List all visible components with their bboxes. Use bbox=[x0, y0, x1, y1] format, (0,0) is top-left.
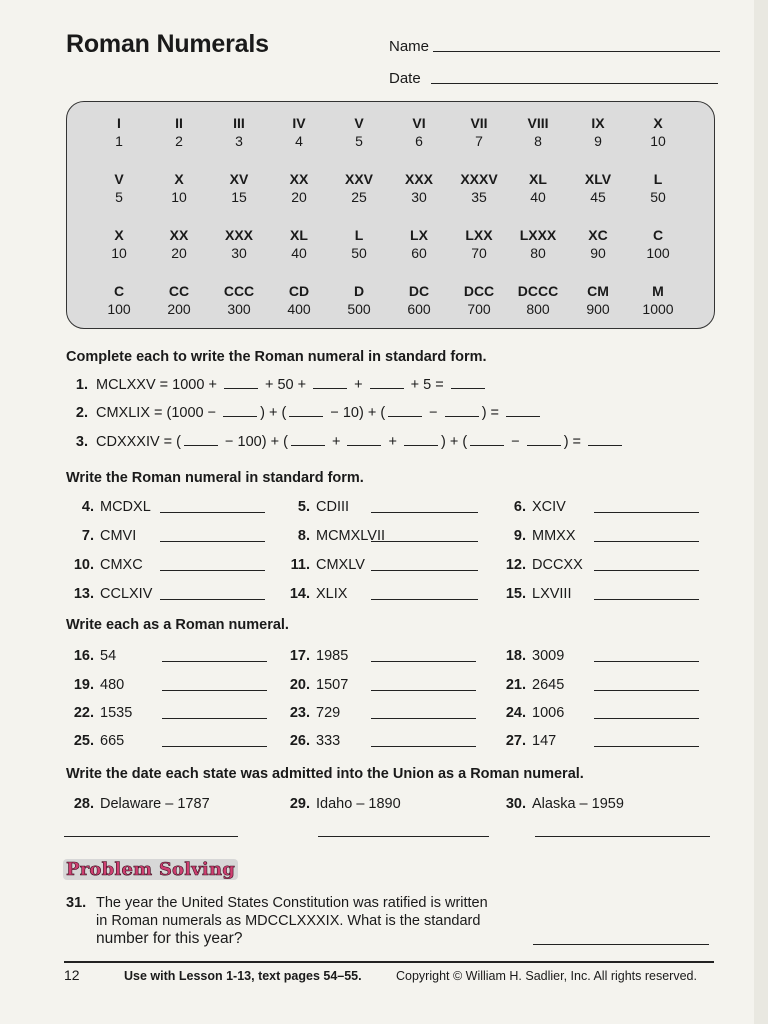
exercise-prompt: CMVI bbox=[100, 528, 137, 544]
exercise-prompt: 54 bbox=[100, 648, 117, 664]
reference-arabic: 9 bbox=[594, 133, 602, 149]
reference-roman: IV bbox=[292, 115, 306, 131]
equation-text: ) + ( bbox=[260, 405, 287, 421]
answer-line[interactable] bbox=[162, 746, 267, 747]
exercise-item bbox=[498, 733, 699, 749]
exercise-prompt: XLIX bbox=[316, 586, 348, 602]
exercise-item bbox=[498, 705, 699, 721]
reference-roman: XXX bbox=[224, 227, 253, 243]
item-number: 6. bbox=[513, 499, 526, 515]
item-number: 22. bbox=[73, 705, 94, 721]
reference-roman: II bbox=[175, 115, 183, 131]
answer-line[interactable] bbox=[371, 541, 478, 542]
answer-line[interactable] bbox=[594, 541, 699, 542]
equation-text: + 50 + bbox=[260, 377, 311, 393]
answer-line[interactable] bbox=[371, 599, 478, 600]
reference-roman: XX bbox=[169, 227, 189, 243]
answer-line[interactable] bbox=[64, 836, 238, 837]
exercise-item bbox=[282, 499, 478, 515]
reference-arabic: 45 bbox=[590, 189, 606, 205]
reference-arabic: 100 bbox=[646, 245, 670, 261]
exercise-prompt: 665 bbox=[100, 733, 125, 749]
reference-arabic: 35 bbox=[471, 189, 487, 205]
exercise-prompt: MMXX bbox=[532, 528, 576, 544]
item-number: 9. bbox=[513, 528, 526, 544]
name-label: Name bbox=[389, 38, 430, 55]
answer-line[interactable] bbox=[535, 836, 710, 837]
copyright: Copyright © William H. Sadlier, Inc. All rights reserved. bbox=[396, 969, 697, 983]
reference-arabic: 200 bbox=[167, 301, 191, 317]
exercise-item bbox=[66, 733, 267, 749]
equation-text: CDXXXIV = ( bbox=[96, 434, 182, 450]
reference-arabic: 20 bbox=[291, 189, 307, 205]
reference-arabic: 1 bbox=[115, 133, 123, 149]
exercise-item bbox=[282, 677, 476, 693]
answer-blank[interactable] bbox=[451, 387, 485, 389]
reference-arabic: 5 bbox=[355, 133, 363, 149]
answer-blank[interactable] bbox=[184, 444, 218, 446]
exercise-prompt: CDIII bbox=[316, 499, 350, 515]
exercise-item bbox=[66, 586, 265, 602]
reference-roman: XXX bbox=[404, 171, 433, 187]
item-number: 27. bbox=[505, 733, 526, 749]
exercise-prompt: 480 bbox=[100, 677, 125, 693]
equation-text: ) + ( bbox=[440, 434, 468, 450]
answer-line[interactable] bbox=[162, 690, 267, 691]
answer-blank[interactable] bbox=[445, 415, 479, 417]
item-number: 24. bbox=[505, 705, 526, 721]
exercise-prompt: XCIV bbox=[532, 499, 566, 515]
reference-roman: XX bbox=[289, 171, 309, 187]
item-number: 28. bbox=[73, 796, 94, 812]
state-prompt: Alaska – 1959 bbox=[532, 796, 624, 812]
equation-text: + bbox=[350, 377, 367, 393]
answer-blank[interactable] bbox=[313, 387, 347, 389]
item-number: 5. bbox=[297, 499, 310, 515]
date-label: Date bbox=[389, 70, 421, 87]
exercise-prompt: 3009 bbox=[532, 648, 565, 664]
name-field[interactable] bbox=[389, 38, 720, 55]
page-edge-shadow bbox=[754, 0, 768, 1024]
reference-row bbox=[67, 170, 714, 210]
section2-instruction: Write the Roman numeral in standard form. bbox=[66, 470, 364, 486]
exercise-item bbox=[66, 499, 265, 515]
answer-blank[interactable] bbox=[388, 415, 422, 417]
reference-arabic: 3 bbox=[235, 133, 243, 149]
item-number: 29. bbox=[289, 796, 310, 812]
answer-blank[interactable] bbox=[588, 444, 622, 446]
item-number: 18. bbox=[505, 648, 526, 664]
exercise-item bbox=[498, 648, 699, 664]
reference-roman: D bbox=[353, 283, 365, 299]
answer-line[interactable] bbox=[371, 718, 476, 719]
item-number: 21. bbox=[505, 677, 526, 693]
exercise-item bbox=[282, 586, 478, 602]
exercise-item bbox=[66, 557, 265, 573]
answer-line[interactable] bbox=[162, 718, 267, 719]
exercise-prompt: 2645 bbox=[532, 677, 565, 693]
item-number: 30. bbox=[505, 796, 526, 812]
reference-arabic: 15 bbox=[231, 189, 247, 205]
reference-roman: XV bbox=[229, 171, 249, 187]
problem-31-answer-line[interactable] bbox=[533, 944, 709, 945]
reference-arabic: 2 bbox=[175, 133, 183, 149]
reference-roman: I bbox=[117, 115, 121, 131]
reference-roman: X bbox=[653, 115, 663, 131]
item-number: 23. bbox=[289, 705, 310, 721]
date-line[interactable] bbox=[431, 83, 718, 84]
state-item bbox=[66, 796, 210, 812]
reference-arabic: 10 bbox=[650, 133, 666, 149]
equation-text: + bbox=[327, 434, 345, 450]
reference-arabic: 5 bbox=[115, 189, 123, 205]
problem-31 bbox=[66, 894, 488, 947]
reference-roman: XXXV bbox=[460, 171, 498, 187]
answer-line[interactable] bbox=[594, 661, 699, 662]
lesson-reference: Use with Lesson 1-13, text pages 54–55. bbox=[124, 969, 362, 983]
reference-row bbox=[67, 226, 714, 266]
answer-line[interactable] bbox=[162, 661, 267, 662]
answer-line[interactable] bbox=[594, 512, 699, 513]
answer-blank[interactable] bbox=[347, 444, 381, 446]
item-number: 17. bbox=[289, 648, 310, 664]
name-line[interactable] bbox=[433, 51, 720, 52]
reference-roman: XXV bbox=[344, 171, 373, 187]
equation-item bbox=[66, 377, 488, 393]
answer-line[interactable] bbox=[371, 570, 478, 571]
answer-blank[interactable] bbox=[223, 415, 257, 417]
item-number: 1. bbox=[75, 377, 88, 393]
reference-arabic: 7 bbox=[475, 133, 483, 149]
reference-arabic: 30 bbox=[411, 189, 427, 205]
item-number: 7. bbox=[81, 528, 94, 544]
reference-arabic: 80 bbox=[530, 245, 546, 261]
reference-roman: III bbox=[233, 115, 245, 131]
answer-blank[interactable] bbox=[506, 415, 540, 417]
reference-roman: XC bbox=[588, 227, 608, 243]
exercise-prompt: 1006 bbox=[532, 705, 565, 721]
item-number: 12. bbox=[505, 557, 526, 573]
reference-arabic: 500 bbox=[347, 301, 371, 317]
equation-text: ) = bbox=[563, 434, 586, 450]
exercise-item bbox=[66, 705, 267, 721]
answer-line[interactable] bbox=[160, 512, 265, 513]
exercise-item bbox=[498, 557, 699, 573]
answer-blank[interactable] bbox=[470, 444, 504, 446]
state-prompt: Idaho – 1890 bbox=[316, 796, 401, 812]
answer-blank[interactable] bbox=[291, 444, 325, 446]
equation-text: − 10) + ( bbox=[326, 405, 386, 421]
reference-arabic: 25 bbox=[351, 189, 367, 205]
exercise-item bbox=[66, 648, 267, 664]
equation-item bbox=[66, 434, 625, 450]
item-number: 16. bbox=[73, 648, 94, 664]
exercise-item bbox=[66, 677, 267, 693]
reference-roman: XLV bbox=[584, 171, 612, 187]
exercise-prompt: DCCXX bbox=[532, 557, 583, 573]
date-field[interactable] bbox=[389, 70, 718, 87]
reference-cell bbox=[623, 282, 693, 318]
reference-arabic: 50 bbox=[650, 189, 666, 205]
answer-line[interactable] bbox=[160, 541, 265, 542]
answer-blank[interactable] bbox=[224, 387, 258, 389]
state-item bbox=[282, 796, 401, 812]
reference-arabic: 50 bbox=[351, 245, 367, 261]
reference-row bbox=[67, 114, 714, 154]
reference-roman: C bbox=[652, 227, 664, 243]
answer-line[interactable] bbox=[594, 599, 699, 600]
equation-text: − bbox=[507, 434, 524, 450]
reference-arabic: 40 bbox=[291, 245, 307, 261]
problem-31-line2: in Roman numerals as MDCCLXXXIX. What is the standard bbox=[96, 913, 481, 929]
reference-roman: DCCC bbox=[517, 283, 559, 299]
exercise-prompt: CCLXIV bbox=[100, 586, 153, 602]
exercise-prompt: MCDXL bbox=[100, 499, 151, 515]
equation-text: − bbox=[425, 405, 442, 421]
reference-table bbox=[66, 101, 715, 329]
answer-line[interactable] bbox=[594, 718, 699, 719]
item-number: 19. bbox=[73, 677, 94, 693]
reference-arabic: 10 bbox=[171, 189, 187, 205]
exercise-item bbox=[282, 557, 478, 573]
answer-line[interactable] bbox=[160, 570, 265, 571]
problem-31-line1: The year the United States Constitution was ratified is written bbox=[96, 895, 488, 911]
exercise-prompt: 1535 bbox=[100, 705, 133, 721]
reference-roman: DC bbox=[408, 283, 430, 299]
reference-arabic: 60 bbox=[411, 245, 427, 261]
reference-arabic: 10 bbox=[111, 245, 127, 261]
item-number: 11. bbox=[290, 557, 310, 573]
state-item bbox=[498, 796, 624, 812]
reference-roman: V bbox=[354, 115, 364, 131]
reference-roman: X bbox=[114, 227, 124, 243]
problem-31-line3: number for this year? bbox=[96, 930, 243, 947]
answer-line[interactable] bbox=[371, 690, 476, 691]
answer-line[interactable] bbox=[318, 836, 489, 837]
reference-row bbox=[67, 282, 714, 322]
reference-arabic: 800 bbox=[526, 301, 550, 317]
exercise-item bbox=[498, 528, 699, 544]
equation-text: ) = bbox=[481, 405, 504, 421]
exercise-item bbox=[498, 499, 699, 515]
reference-roman: M bbox=[652, 283, 664, 299]
section4-instruction: Write the date each state was admitted into the Union as a Roman numeral. bbox=[66, 766, 584, 782]
reference-arabic: 600 bbox=[407, 301, 431, 317]
page-title: Roman Numerals bbox=[66, 30, 269, 58]
exercise-prompt: 1507 bbox=[316, 677, 349, 693]
reference-arabic: 90 bbox=[590, 245, 606, 261]
problem-31-number: 31. bbox=[66, 895, 87, 911]
exercise-prompt: 333 bbox=[316, 733, 341, 749]
reference-arabic: 6 bbox=[415, 133, 423, 149]
exercise-prompt: LXVIII bbox=[532, 586, 572, 602]
reference-cell bbox=[623, 170, 693, 206]
exercise-prompt: 1985 bbox=[316, 648, 349, 664]
equation-text: CMXLIX = (1000 − bbox=[96, 405, 221, 421]
exercise-prompt: 147 bbox=[532, 733, 557, 749]
section1-instruction: Complete each to write the Roman numeral in standard form. bbox=[66, 349, 487, 365]
reference-arabic: 4 bbox=[295, 133, 303, 149]
exercise-item bbox=[282, 528, 478, 544]
reference-roman: XL bbox=[529, 171, 547, 187]
section3-instruction: Write each as a Roman numeral. bbox=[66, 617, 289, 633]
reference-roman: VI bbox=[412, 115, 426, 131]
reference-arabic: 100 bbox=[107, 301, 131, 317]
reference-roman: CC bbox=[168, 283, 190, 299]
problem-solving-label: Problem Solving bbox=[63, 859, 238, 880]
item-number: 3. bbox=[75, 434, 88, 450]
reference-roman: DCC bbox=[463, 283, 495, 299]
reference-roman: V bbox=[114, 171, 124, 187]
exercise-item bbox=[498, 677, 699, 693]
equation-item bbox=[66, 405, 543, 421]
reference-roman: L bbox=[653, 171, 663, 187]
reference-roman: CD bbox=[288, 283, 310, 299]
exercise-item bbox=[498, 586, 699, 602]
reference-arabic: 400 bbox=[287, 301, 311, 317]
reference-roman: LXX bbox=[465, 227, 493, 243]
equation-text: MCLXXV = 1000 + bbox=[96, 377, 221, 393]
state-prompt: Delaware – 1787 bbox=[100, 796, 210, 812]
reference-cell bbox=[623, 114, 693, 150]
reference-arabic: 40 bbox=[530, 189, 546, 205]
reference-roman: VIII bbox=[527, 115, 549, 131]
reference-arabic: 900 bbox=[586, 301, 610, 317]
reference-arabic: 30 bbox=[231, 245, 247, 261]
item-number: 10. bbox=[73, 557, 94, 573]
answer-line[interactable] bbox=[160, 599, 265, 600]
reference-roman: L bbox=[354, 227, 364, 243]
equation-text: − 100) + ( bbox=[221, 434, 288, 450]
exercise-prompt: CMXC bbox=[100, 557, 143, 573]
reference-roman: LXXX bbox=[519, 227, 557, 243]
reference-arabic: 700 bbox=[467, 301, 491, 317]
answer-line[interactable] bbox=[594, 690, 699, 691]
exercise-prompt: 729 bbox=[316, 705, 341, 721]
exercise-item bbox=[282, 733, 476, 749]
item-number: 25. bbox=[73, 733, 94, 749]
answer-blank[interactable] bbox=[370, 387, 404, 389]
equation-text: + bbox=[384, 434, 401, 450]
reference-roman: X bbox=[174, 171, 184, 187]
answer-line[interactable] bbox=[594, 570, 699, 571]
answer-line[interactable] bbox=[371, 512, 478, 513]
reference-arabic: 70 bbox=[471, 245, 487, 261]
item-number: 14. bbox=[289, 586, 310, 602]
reference-cell bbox=[623, 226, 693, 262]
item-number: 15. bbox=[505, 586, 526, 602]
answer-blank[interactable] bbox=[289, 415, 323, 417]
reference-roman: IX bbox=[591, 115, 605, 131]
item-number: 13. bbox=[73, 586, 94, 602]
answer-blank[interactable] bbox=[527, 444, 561, 446]
exercise-item bbox=[66, 528, 265, 544]
reference-roman: XL bbox=[290, 227, 308, 243]
reference-arabic: 20 bbox=[171, 245, 187, 261]
exercise-prompt: MCMXLVII bbox=[316, 528, 386, 544]
reference-roman: CCC bbox=[223, 283, 255, 299]
reference-roman: CM bbox=[587, 283, 609, 299]
reference-roman: C bbox=[113, 283, 125, 299]
item-number: 2. bbox=[75, 405, 88, 421]
answer-blank[interactable] bbox=[404, 444, 438, 446]
reference-arabic: 8 bbox=[534, 133, 542, 149]
item-number: 26. bbox=[289, 733, 310, 749]
answer-line[interactable] bbox=[371, 746, 476, 747]
page-number: 12 bbox=[64, 967, 80, 983]
answer-line[interactable] bbox=[594, 746, 699, 747]
footer-rule bbox=[64, 961, 714, 963]
exercise-item bbox=[282, 705, 476, 721]
item-number: 8. bbox=[297, 528, 310, 544]
answer-line[interactable] bbox=[371, 661, 476, 662]
reference-arabic: 300 bbox=[227, 301, 251, 317]
reference-roman: VII bbox=[470, 115, 488, 131]
equation-text: + 5 = bbox=[406, 377, 448, 393]
item-number: 20. bbox=[289, 677, 310, 693]
item-number: 4. bbox=[81, 499, 94, 515]
reference-roman: LX bbox=[410, 227, 428, 243]
reference-arabic: 1000 bbox=[642, 301, 674, 317]
exercise-item bbox=[282, 648, 476, 664]
exercise-prompt: CMXLV bbox=[316, 557, 365, 573]
